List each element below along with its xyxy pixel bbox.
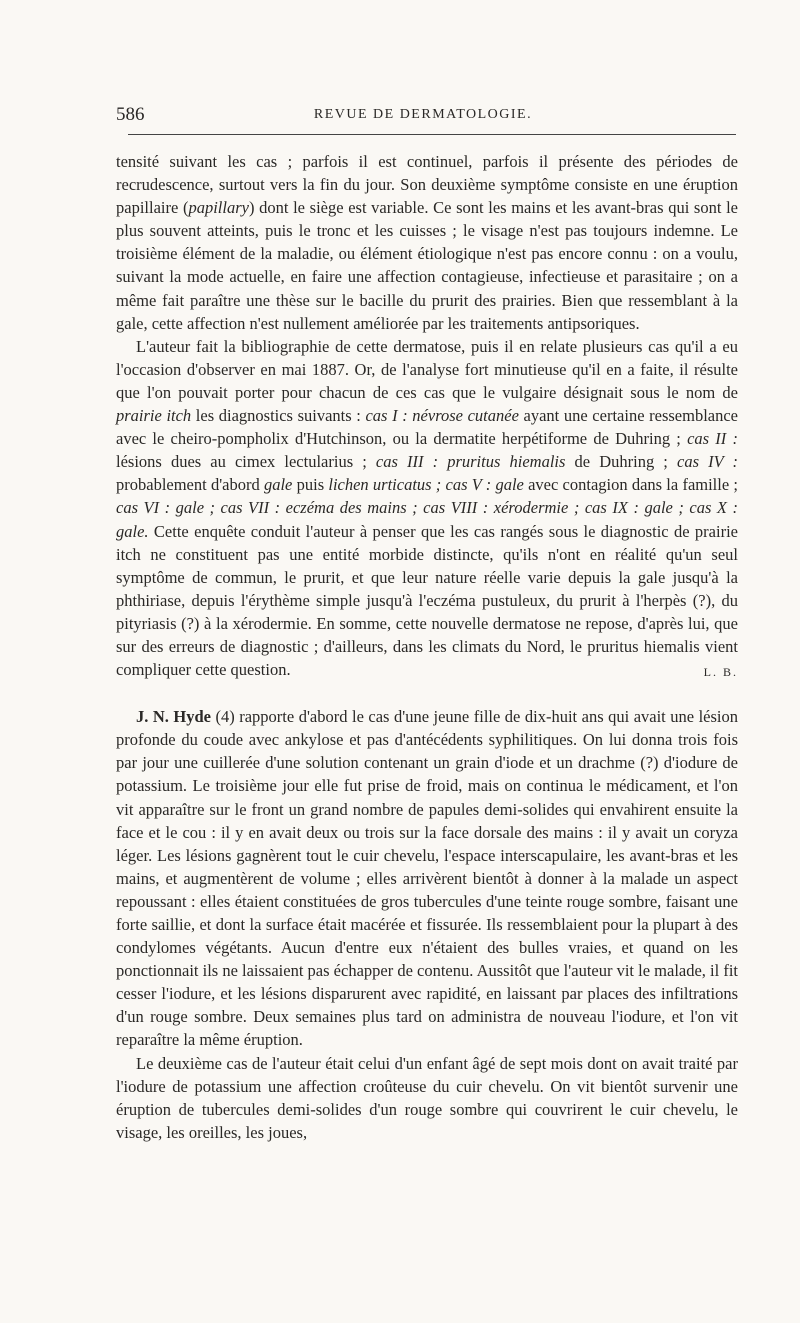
review1-paragraph-1: tensité suivant les cas ; parfois il est continuel, parfois il présente des périodes de recrudescence, surtout vers la fin du jour. Son deuxième symptôme consiste en une éruption papillaire (papillary) dont le siège est variable. Ce sont les mains et les avant-bras qui sont le plus souvent atteints, puis le tronc et les cuisses ; le visage n'est pas toujours indemne. Le troisième élément de la maladie, ou élément étiologique n'est pas encore connu : on a voulu, suivant la mode actuelle, en faire une affection contagieuse, infectieuse et parasitaire ; on a même fait paraître une thèse sur le bacille du prurit des prairies. Bien que ressemblant à la gale, cette affection n'est nullement améliorée par les traitements antipsoriques. [116, 152, 738, 333]
page-number: 586 [116, 104, 145, 125]
reviewer-signature: L. B. [703, 665, 738, 680]
review2-paragraph-1: J. N. Hyde (4) rapporte d'abord le cas d'une jeune fille de dix-huit ans qui avait une lésion profonde du coude avec ankylose et pas d'antécédents syphilitiques. On lui donna trois fois par jour une cuillerée d'une solution contenant un grain d'iode et un drachme (?) d'iodure de potassium. Le troisième jour elle fut prise de froid, mais on continua le médicament, et l'on vit apparaître sur le front un grand nombre de papules demi-solides qui envahirent ensuite la face et le cou : il y en avait deux ou trois sur la face dorsale des mains : il y avait un coryza léger. Les lésions gagnèrent tout le cuir chevelu, l'espace interscapulaire, les avant-bras et les mains, et augmentèrent de volume ; elles arrivèrent bientôt à donner à la malade un aspect repoussant : elles étaient constituées de gros tubercules d'une teinte rouge sombre, faisant une forte saillie, et dont la surface était macérée et fissurée. Ils ressemblaient pour la plupart à des condylomes végétants. Aucun d'entre eux n'étaient des bulles vraies, et quand on les ponctionnait ils ne laissaient pas échapper de contenu. Aussitôt que l'auteur vit le malade, il fit cesser l'iodure, et les lésions disparurent avec rapidité, en laissant par places des infiltrations d'un rouge sombre. Deux semaines plus tard on administra de nouveau l'iodure, et l'on vit reparaître la même éruption. [116, 707, 739, 1050]
running-header [110, 104, 736, 126]
running-title: REVUE DE DERMATOLOGIE. [313, 107, 533, 122]
author-name: J. N. Hyde [136, 707, 211, 727]
review2-paragraph-2: Le deuxième cas de l'auteur était celui d'un enfant âgé de sept mois dont on avait traité par l'iodure de potassium une affection croûteuse du cuir chevelu. On vit bientôt survenir une éruption de tubercules demi-solides d'un rouge sombre qui couvrirent le cuir chevelu, le visage, les oreilles, les joues, [116, 1053, 738, 1142]
header-rule [128, 134, 736, 135]
body-text [116, 150, 738, 1144]
review1-paragraph-2: L'auteur fait la bibliographie de cette dermatose, puis il en relate plusieurs cas qu'il a eu l'occasion d'observer en mai 1887. Or, de l'analyse fort minutieuse qu'il en a faite, il résulte que l'on pouvait porter pour chacun de ces cas que le vulgaire désignait sous le nom de prairie itch les diagnostics suivants : cas I : névrose cutanée ayant une certaine ressemblance avec le cheiro-pompholix d'Hutchinson, ou la dermatite herpétiforme de Duhring ; cas II : lésions dues au cimex lectularius ; cas III : pruritus hiemalis de Duhring ; cas IV : probablement d'abord gale puis lichen urticatus ; cas V : gale avec contagion dans la famille ; cas VI : gale ; cas VII : eczéma des mains ; cas VIII : xérodermie ; cas IX : gale ; cas X : gale. Cette enquête conduit l'auteur à penser que les cas rangés sous le diagnostic de prairie itch ne constituent pas une entité morbide distincte, qu'ils n'ont en réalité qu'un seul symptôme de commun, le prurit, et que leur nature réelle varie depuis la gale jusqu'à la phthiriase, depuis l'érythème simple jusqu'à l'eczéma pustuleux, du prurit à l'herpès (?), du pityriasis (?) à la xérodermie. En somme, cette nouvelle dermatose ne repose, d'après lui, que sur des erreurs de diagnostic ; d'ailleurs, dans les climats du Nord, le pruritus hiemalis vient compliquer cette question. L. B. [116, 335, 738, 684]
